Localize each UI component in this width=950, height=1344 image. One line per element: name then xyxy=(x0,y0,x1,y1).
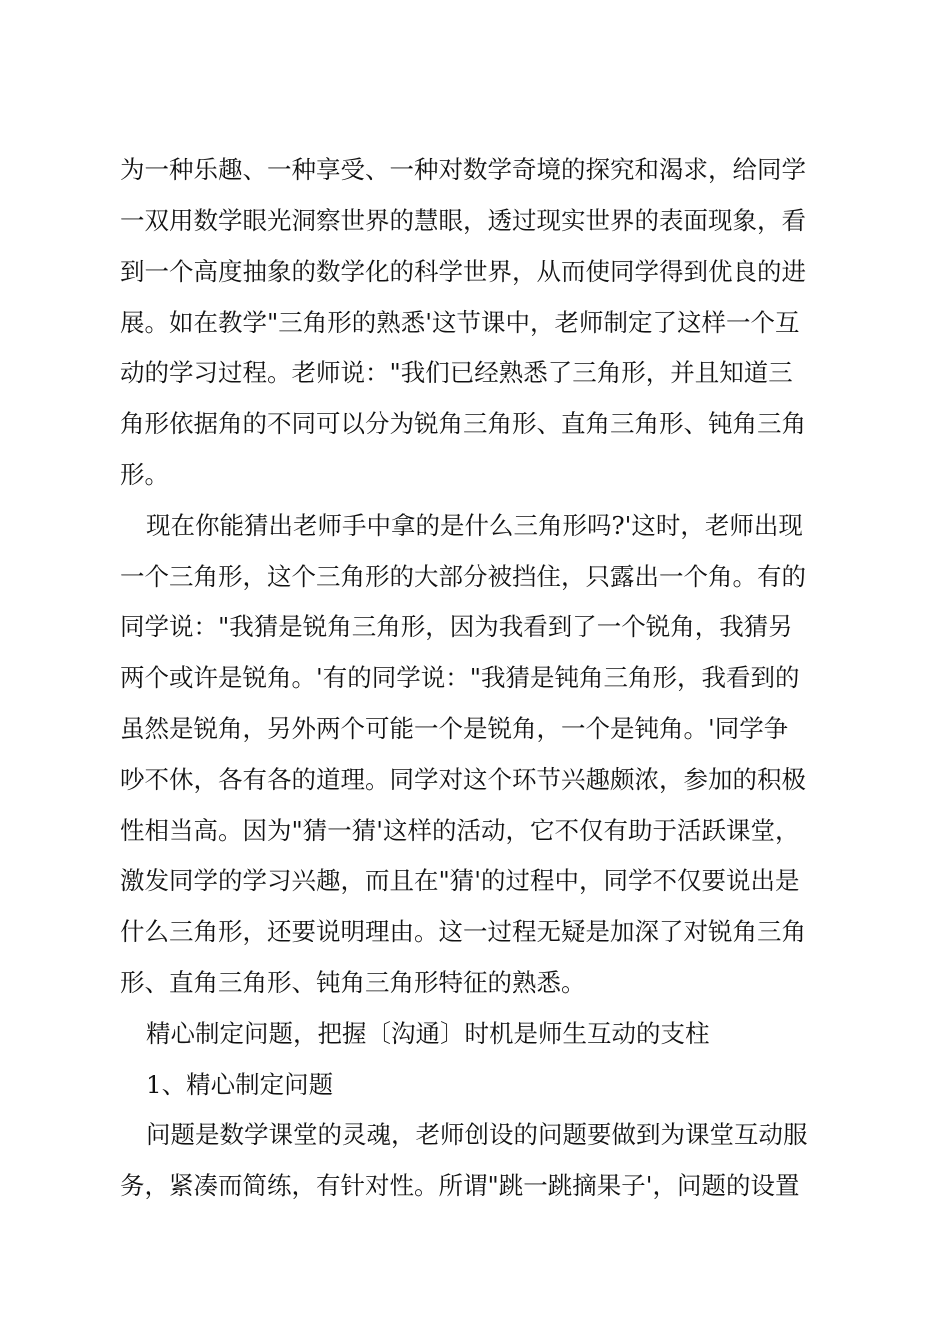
subsection-heading: 1、精心制定问题 xyxy=(146,1070,334,1099)
text-line: 两个或许是锐角。'有的同学说："我猜是钝角三角形，我看到的 xyxy=(120,663,800,692)
text-line: 吵不休，各有各的道理。同学对这个环节兴趣颇浓，参加的积极 xyxy=(120,765,806,794)
text-line: 一双用数学眼光洞察世界的慧眼，透过现实世界的表面现象，看 xyxy=(120,206,806,235)
text-line: 为一种乐趣、一种享受、一种对数学奇境的探究和渴求，给同学 xyxy=(120,155,806,184)
text-line: 展。如在教学"三角形的熟悉'这节课中，老师制定了这样一个互 xyxy=(120,308,800,337)
text-line: 到一个高度抽象的数学化的科学世界，从而使同学得到优良的进 xyxy=(120,257,806,286)
text-line: 同学说："我猜是锐角三角形，因为我看到了一个锐角，我猜另 xyxy=(120,612,793,641)
paragraph-first-line: 现在你能猜出老师手中拿的是什么三角形吗?'这时，老师出现 xyxy=(146,511,803,540)
text-line: 什么三角形，还要说明理由。这一过程无疑是加深了对锐角三角 xyxy=(120,917,806,946)
text-line: 激发同学的学习兴趣，而且在"猜'的过程中，同学不仅要说出是 xyxy=(120,866,800,895)
text-line: 形。 xyxy=(120,460,169,489)
section-heading: 精心制定问题，把握〔沟通〕时机是师生互动的支柱 xyxy=(146,1019,710,1048)
text-line: 形、直角三角形、钝角三角形特征的熟悉。 xyxy=(120,968,586,997)
text-line: 动的学习过程。老师说："我们已经熟悉了三角形，并且知道三 xyxy=(120,358,793,387)
text-line: 务，紧凑而简练，有针对性。所谓"跳一跳摘果子'，问题的设置 xyxy=(120,1171,800,1200)
text-line: 一个三角形，这个三角形的大部分被挡住，只露出一个角。有的 xyxy=(120,562,806,591)
text-line: 角形依据角的不同可以分为锐角三角形、直角三角形、钝角三角 xyxy=(120,409,806,438)
paragraph-first-line: 问题是数学课堂的灵魂，老师创设的问题要做到为课堂互动服 xyxy=(146,1120,808,1149)
text-line: 性相当高。因为"猜一猜'这样的活动，它不仅有助于活跃课堂， xyxy=(120,816,800,845)
text-line: 虽然是锐角，另外两个可能一个是锐角，一个是钝角。'同学争 xyxy=(120,714,789,743)
